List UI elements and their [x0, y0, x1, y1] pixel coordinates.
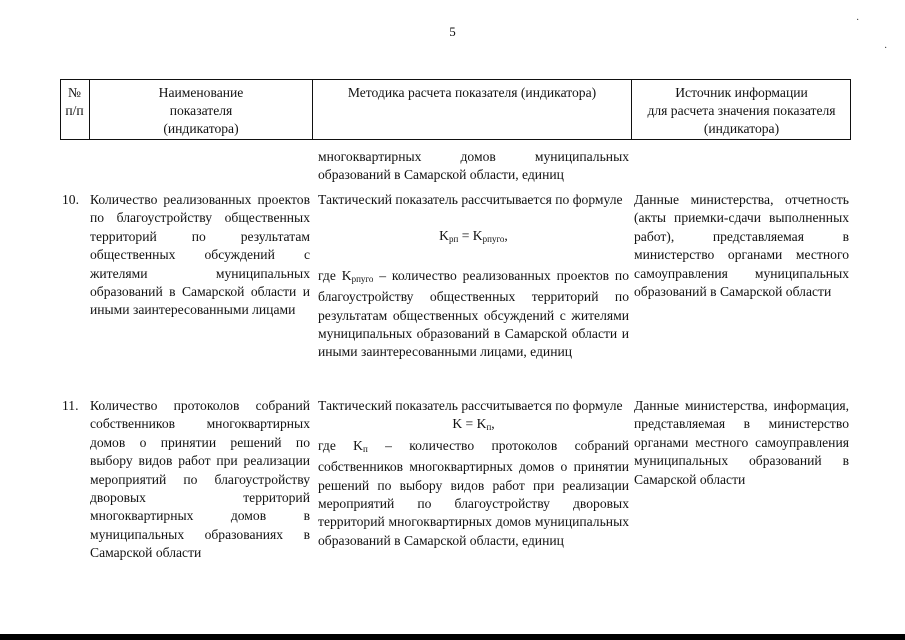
- method-intro: Тактический показатель рассчитывается по формуле: [318, 192, 623, 207]
- row-number: 10.: [62, 192, 79, 207]
- method-description: [318, 191, 629, 362]
- method-description: [318, 397, 629, 550]
- indicator-name: Количество реализованных проектов по благоустройству общественных территорий по результатам общественных обсуждений с жителями муниципальных образований в Самарской области и иными заинтересованными лицами: [90, 192, 310, 318]
- page-number: 5: [449, 24, 456, 39]
- row-number: 11.: [62, 398, 79, 413]
- method-intro: Тактический показатель рассчитывается по формуле: [318, 398, 623, 413]
- method-where: где $K_{рпуго}$ – количество реализованных проектов по благоустройству общественных территорий по результатам общественных обсуждений с жителями муниципальных образований в Самарской области и иными заинтересованными лицами, единиц: [318, 267, 630, 360]
- header-method: Методика расчета показателя (индикатора): [347, 85, 597, 100]
- info-source: Данные министерства, информация, представляемая в министерство органами местного самоуправления муниципальных образований в Самарской области: [634, 398, 849, 487]
- scan-bottom-edge: [0, 634, 905, 640]
- formula: $K = K_п$,: [452, 416, 495, 433]
- indicator-name: Количество протоколов собраний собственников многоквартирных домов о принятии решений по выбору видов работ при реализации мероприятий по благоустройству дворовых территорий многоквартирных домов в муниципальных образованиях в Самарской области: [90, 398, 310, 561]
- header-name: Наименование показателя (индикатора): [158, 85, 244, 136]
- header-num: № п/п: [65, 85, 84, 118]
- method-where: где $K_п$ – количество протоколов собраний собственников многоквартирных домов о принятии решений по выбору видов работ при реализации мероприятий по благоустройству дворовых территорий многоквартирных домов муниципальных образований в Самарской области, единиц: [318, 437, 629, 548]
- scan-speck: ·: [884, 43, 888, 54]
- info-source: Данные министерства, отчетность (акты приемки-сдачи выполненных работ), представляемая в министерство органами местного самоуправления муниципальных образований в Самарской области: [634, 192, 849, 300]
- header-source: Источник информации для расчета значения показателя (индикатора): [647, 85, 836, 136]
- formula: $K_{рп} = K_{рпуго}$,: [439, 228, 508, 245]
- continuation-text: многоквартирных домов муниципальных образований в Самарской области, единиц: [318, 149, 629, 183]
- scan-speck: ·: [856, 15, 860, 26]
